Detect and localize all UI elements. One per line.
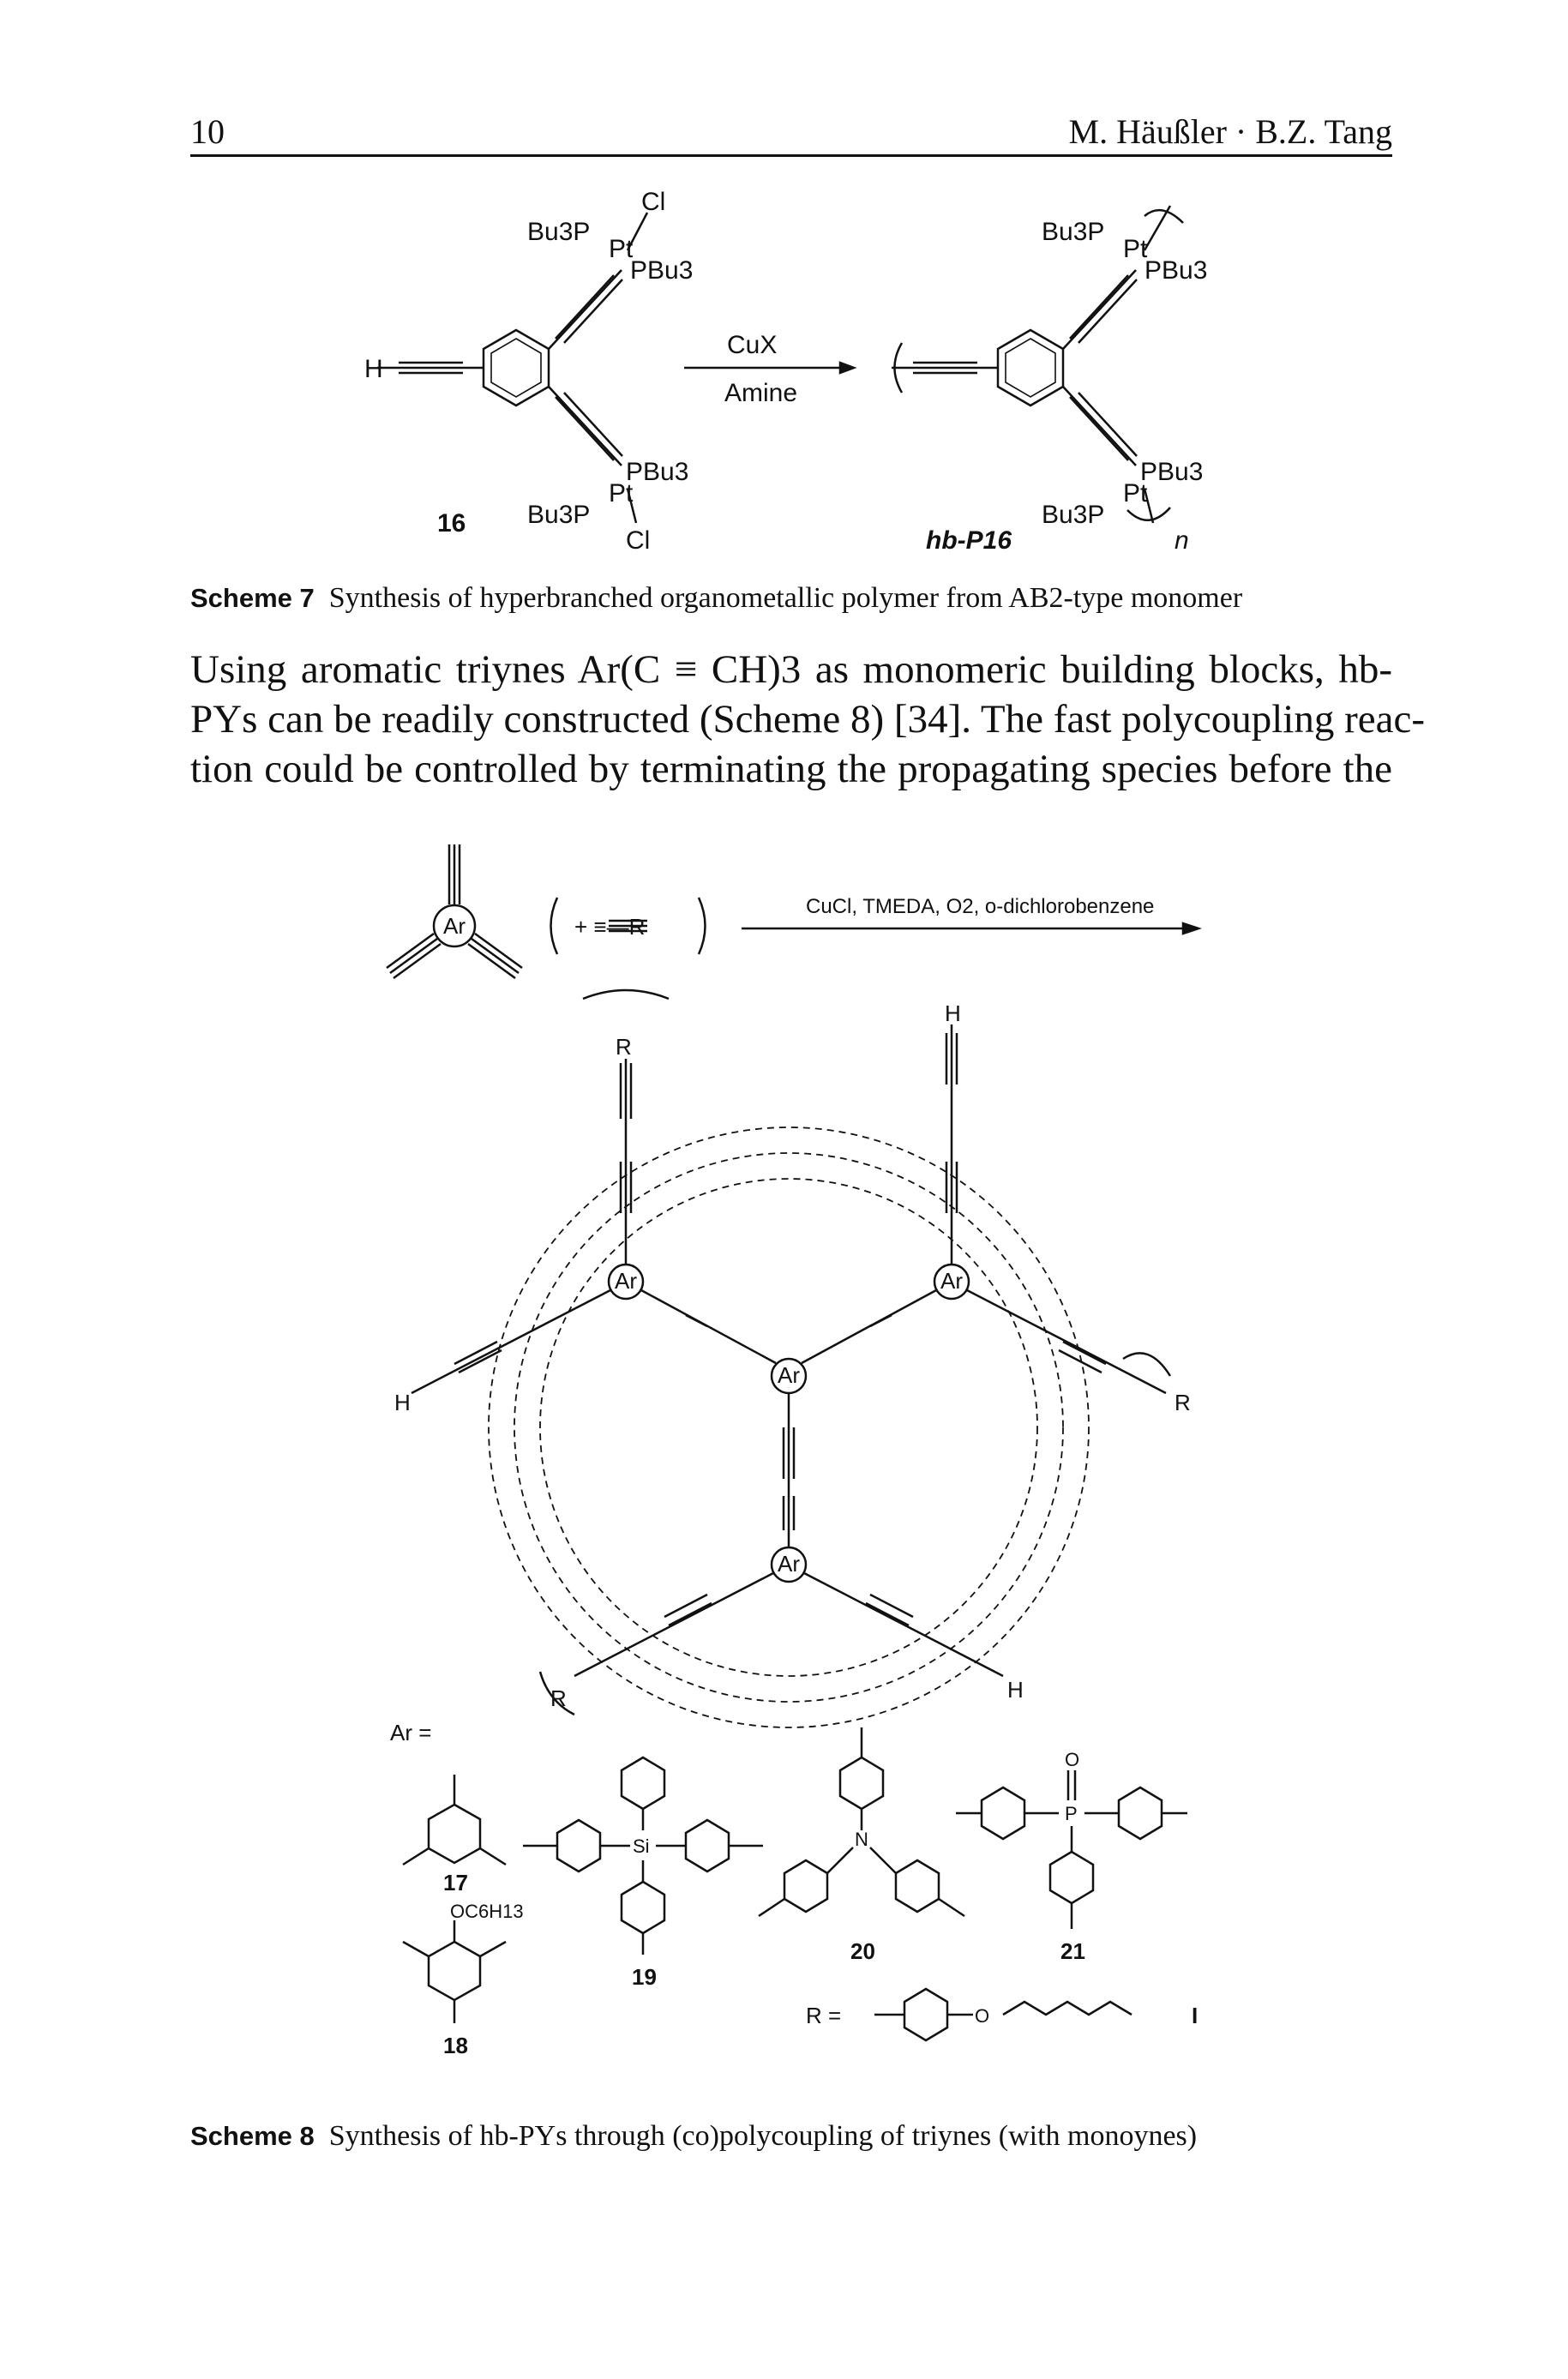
end-r-right: R bbox=[1174, 1390, 1191, 1415]
monomer-benzene-ring bbox=[484, 330, 549, 406]
polymer-label: hb-P16 bbox=[926, 526, 1012, 555]
compound-i: I bbox=[1192, 2003, 1199, 2028]
o-atom-r: O bbox=[975, 2005, 990, 2027]
polymer-benzene-ring bbox=[998, 330, 1063, 406]
end-h-left: H bbox=[394, 1390, 411, 1415]
scheme8-caption bbox=[190, 2118, 1408, 2155]
body-paragraph bbox=[190, 645, 1425, 794]
running-head: M. Häußler · B.Z. Tang bbox=[1068, 112, 1392, 151]
scheme7-figure bbox=[326, 171, 1235, 600]
end-h-top: H bbox=[945, 1000, 961, 1026]
header-rule bbox=[190, 154, 1392, 157]
atom-bu3p-top: Bu3P bbox=[527, 218, 591, 246]
comonomer: + ≡—R bbox=[574, 914, 646, 940]
atom-cl-bottom: Cl bbox=[626, 526, 651, 555]
monomer-ar-label: Ar bbox=[443, 913, 466, 939]
compound-21: 21 bbox=[1060, 1938, 1085, 1964]
scheme7-caption-text: Synthesis of hyperbranched organometallic polymer from AB2-type monomer bbox=[328, 582, 1243, 614]
reagent-amine: Amine bbox=[724, 379, 798, 407]
atom-pt-bottom: Pt bbox=[609, 479, 634, 508]
polymer-bu3p-top: Bu3P bbox=[1042, 218, 1105, 246]
scheme8-figure bbox=[326, 827, 1269, 2113]
n-atom: N bbox=[855, 1829, 868, 1850]
polymer-bu3p-bottom: Bu3P bbox=[1042, 501, 1105, 529]
atom-bu3p-bottom: Bu3P bbox=[527, 501, 591, 529]
conditions: CuCl, TMEDA, O2, o-dichlorobenzene bbox=[806, 895, 1155, 918]
polymer-pbu3-top: PBu3 bbox=[1144, 256, 1208, 285]
scheme8-caption-text: Synthesis of hb-PYs through (co)polycoupling of triynes (with monoynes) bbox=[328, 2120, 1198, 2152]
atom-pbu3-bottom: PBu3 bbox=[626, 458, 689, 486]
end-r-bottom: R bbox=[550, 1685, 567, 1711]
ar-bottom: Ar bbox=[778, 1551, 800, 1577]
body-line-2: PYs can be readily constructed (Scheme 8) [34]. The fast polycoupling reac- bbox=[190, 697, 1425, 742]
end-r-top: R bbox=[616, 1034, 632, 1060]
polymer-pt-bottom: Pt bbox=[1123, 479, 1148, 508]
compound-20: 20 bbox=[850, 1938, 875, 1964]
r-equals: R = bbox=[806, 2003, 842, 2028]
polymer-pbu3-bottom: PBu3 bbox=[1140, 458, 1204, 486]
ar-right: Ar bbox=[940, 1268, 963, 1294]
repeat-n: n bbox=[1174, 526, 1189, 555]
reagent-cux: CuX bbox=[727, 331, 778, 359]
compound-19: 19 bbox=[632, 1964, 657, 1990]
body-line-1: Using aromatic triynes Ar(C ≡ CH)3 as monomeric building blocks, hb- bbox=[190, 647, 1392, 692]
atom-pbu3-top: PBu3 bbox=[630, 256, 694, 285]
body-line-3: tion could be controlled by terminating the propagating species before the bbox=[190, 747, 1392, 791]
scheme8-caption-label: Scheme 8 bbox=[190, 2121, 315, 2151]
polymer-pt-top: Pt bbox=[1123, 235, 1148, 263]
ar-center: Ar bbox=[778, 1362, 800, 1388]
atom-pt-top: Pt bbox=[609, 235, 634, 263]
page-number: 10 bbox=[190, 112, 225, 151]
si-atom: Si bbox=[633, 1835, 650, 1857]
atom-h: H bbox=[364, 355, 383, 383]
scheme7-caption-label: Scheme 7 bbox=[190, 583, 315, 613]
o-atom-21: O bbox=[1065, 1749, 1080, 1770]
ar-equals: Ar = bbox=[390, 1720, 432, 1745]
p-atom: P bbox=[1065, 1803, 1078, 1824]
scheme7-caption bbox=[190, 580, 1408, 617]
end-h-bottom: H bbox=[1007, 1677, 1024, 1703]
atom-cl-top: Cl bbox=[641, 188, 666, 216]
ar-left: Ar bbox=[615, 1268, 637, 1294]
compound-16: 16 bbox=[437, 509, 466, 538]
compound-18: 18 bbox=[443, 2033, 468, 2058]
oc6h13: OC6H13 bbox=[450, 1901, 524, 1922]
compound-17: 17 bbox=[443, 1870, 468, 1895]
